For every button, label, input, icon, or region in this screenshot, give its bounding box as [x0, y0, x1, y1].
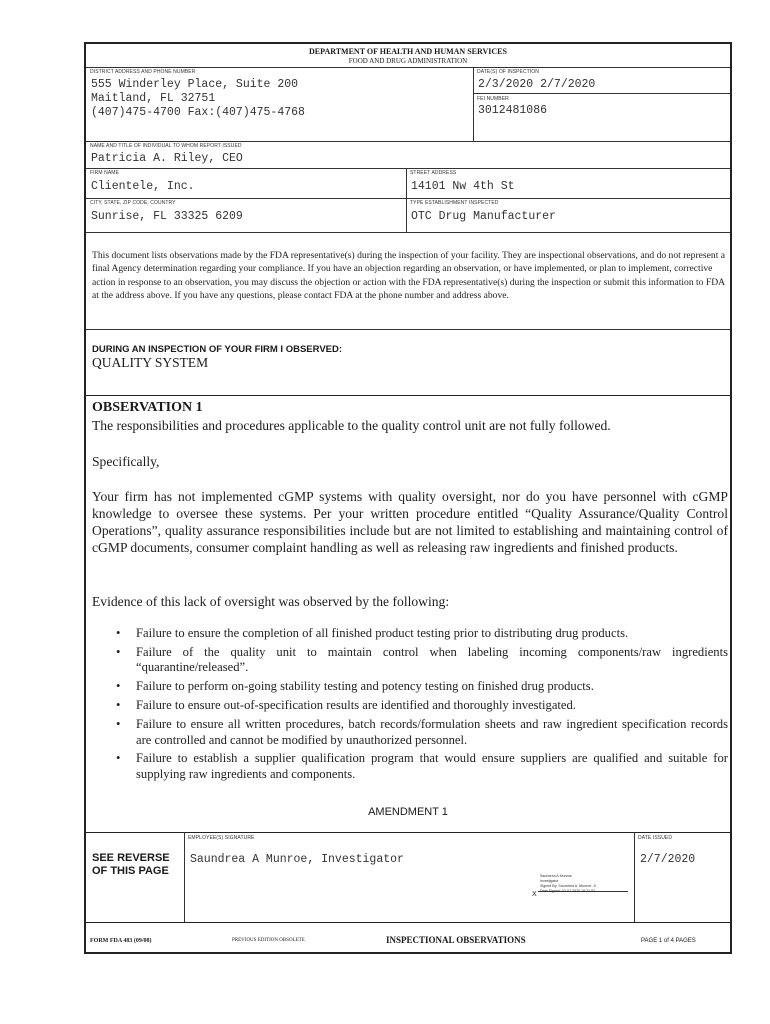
list-item: • Failure to ensure all written procedures, batch records/formulation sheets and raw ingredient specification records are controlled and cannot be modified by unauthorized personnel. — [116, 717, 728, 747]
page-number: PAGE 1 of 4 PAGES — [641, 938, 696, 944]
specifically-text: Specifically, — [92, 454, 160, 469]
employee-signature-label: EMPLOYEE(S) SIGNATURE — [188, 835, 255, 841]
divider — [86, 232, 730, 233]
city-label: CITY, STATE, ZIP CODE, COUNTRY — [90, 200, 176, 206]
department-title: DEPARTMENT OF HEALTH AND HUMAN SERVICES — [309, 47, 507, 56]
signature-line — [538, 891, 628, 892]
divider — [86, 168, 730, 169]
signature-x: X — [532, 891, 537, 898]
list-item: • Failure to ensure out-of-specification results are identified and thoroughly investigated. — [116, 698, 576, 713]
amendment-label: AMENDMENT 1 — [368, 806, 448, 818]
divider — [634, 832, 635, 922]
street-label: STREET ADDRESS — [410, 170, 457, 176]
list-item: • Failure of the quality unit to maintain control when labeling incoming components/raw ingredients “quarantine/released”. — [116, 644, 728, 675]
establishment-type: OTC Drug Manufacturer — [411, 210, 556, 223]
divider — [86, 141, 730, 142]
district-address-line1: 555 Winderley Place, Suite 200 — [91, 78, 299, 91]
digital-signature: Saundrea A Munroe Investigator Signed By: Saundrea A. Munroe -S Date Signed: 02-07-2020 16:21:52 — [540, 874, 596, 893]
firm-name: Clientele, Inc. — [91, 180, 195, 193]
divider — [86, 67, 730, 68]
date-issued: 2/7/2020 — [640, 853, 696, 866]
form-number: FORM FDA 483 (09/08) — [90, 938, 152, 944]
divider — [86, 395, 730, 396]
agency-title: FOOD AND DRUG ADMINISTRATION — [348, 57, 468, 65]
bullet-icon: • — [116, 751, 121, 766]
divider — [86, 922, 730, 923]
form-title: INSPECTIONAL OBSERVATIONS — [386, 935, 526, 945]
observation-summary: The responsibilities and procedures applicable to the quality control unit are not fully followed. — [92, 418, 611, 433]
list-item: • Failure to ensure the completion of all finished product testing prior to distributing drug products. — [116, 626, 629, 640]
fei-number: 3012481086 — [478, 104, 548, 117]
street-address: 14101 Nw 4th St — [411, 180, 515, 193]
dates-label: DATE(S) OF INSPECTION — [477, 69, 540, 75]
divider — [406, 168, 407, 232]
observation-title: OBSERVATION 1 — [92, 400, 203, 415]
see-reverse: SEE REVERSE OF THIS PAGE — [92, 852, 170, 877]
firm-name-label: FIRM NAME — [90, 170, 119, 176]
bullet-icon: • — [116, 717, 121, 732]
bullet-icon: • — [116, 679, 121, 694]
evidence-text: Evidence of this lack of oversight was observed by the following: — [92, 594, 450, 609]
date-issued-label: DATE ISSUED — [638, 835, 673, 841]
system-name: QUALITY SYSTEM — [92, 355, 209, 370]
city-state-zip: Sunrise, FL 33325 6209 — [91, 210, 243, 223]
district-address-line2: Maitland, FL 32751 — [91, 92, 216, 105]
type-label: TYPE ESTABLISHMENT INSPECTED — [410, 200, 499, 206]
evidence-list — [112, 626, 728, 786]
divider — [184, 832, 185, 922]
recipient-label: NAME AND TITLE OF INDIVIDUAL TO WHOM REPORT ISSUED — [90, 143, 242, 149]
fei-label: FEI NUMBER — [477, 96, 509, 102]
list-item: • Failure to perform on-going stability testing and potency testing on finished drug products. — [116, 679, 594, 694]
recipient-name: Patricia A. Riley, CEO — [91, 152, 243, 165]
employee-signature: Saundrea A Munroe, Investigator — [190, 853, 404, 866]
bullet-icon: • — [116, 644, 121, 659]
divider — [473, 67, 474, 141]
bullet-icon: • — [116, 626, 121, 640]
bullet-icon: • — [116, 698, 121, 713]
previous-edition: PREVIOUS EDITION OBSOLETE — [232, 938, 305, 943]
observation-paragraph: Your firm has not implemented cGMP systems with quality oversight, nor do you have personnel with cGMP knowledge to oversee these systems. Per your written procedure entitled “Quality Assurance/Quality Control Operations”, quality assurance responsibilities include but are not limited to establishing and maintaining control of cGMP documents, consumer complaint handling as well as releasing raw ingredients and finished products. — [92, 489, 728, 555]
fda-483-form — [84, 42, 732, 954]
inspection-heading: DURING AN INSPECTION OF YOUR FIRM I OBSERVED: — [92, 344, 343, 355]
divider — [473, 93, 730, 94]
divider — [86, 329, 730, 330]
district-label: DISTRICT ADDRESS AND PHONE NUMBER — [90, 69, 196, 75]
divider — [86, 198, 730, 199]
inspection-dates: 2/3/2020 2/7/2020 — [478, 78, 596, 91]
district-phone: (407)475-4700 Fax:(407)475-4768 — [91, 106, 305, 119]
list-item: • Failure to establish a supplier qualification program that would ensure suppliers are qualified and suitable for supplying raw ingredients and components. — [116, 751, 728, 781]
notice-text: This document lists observations made by the FDA representative(s) during the inspection of your facility. They are inspectional observations, and do not represent a final Agency determination regarding your compliance. If you have an objection regarding an observation, or have implemented, or plan to implement, corrective action in response to an observation, you may discuss the objection or action with the FDA representative(s) during the inspection or submit this information to FDA at the address above. If you have any questions, please contact FDA at the phone number and address above. — [92, 250, 726, 301]
